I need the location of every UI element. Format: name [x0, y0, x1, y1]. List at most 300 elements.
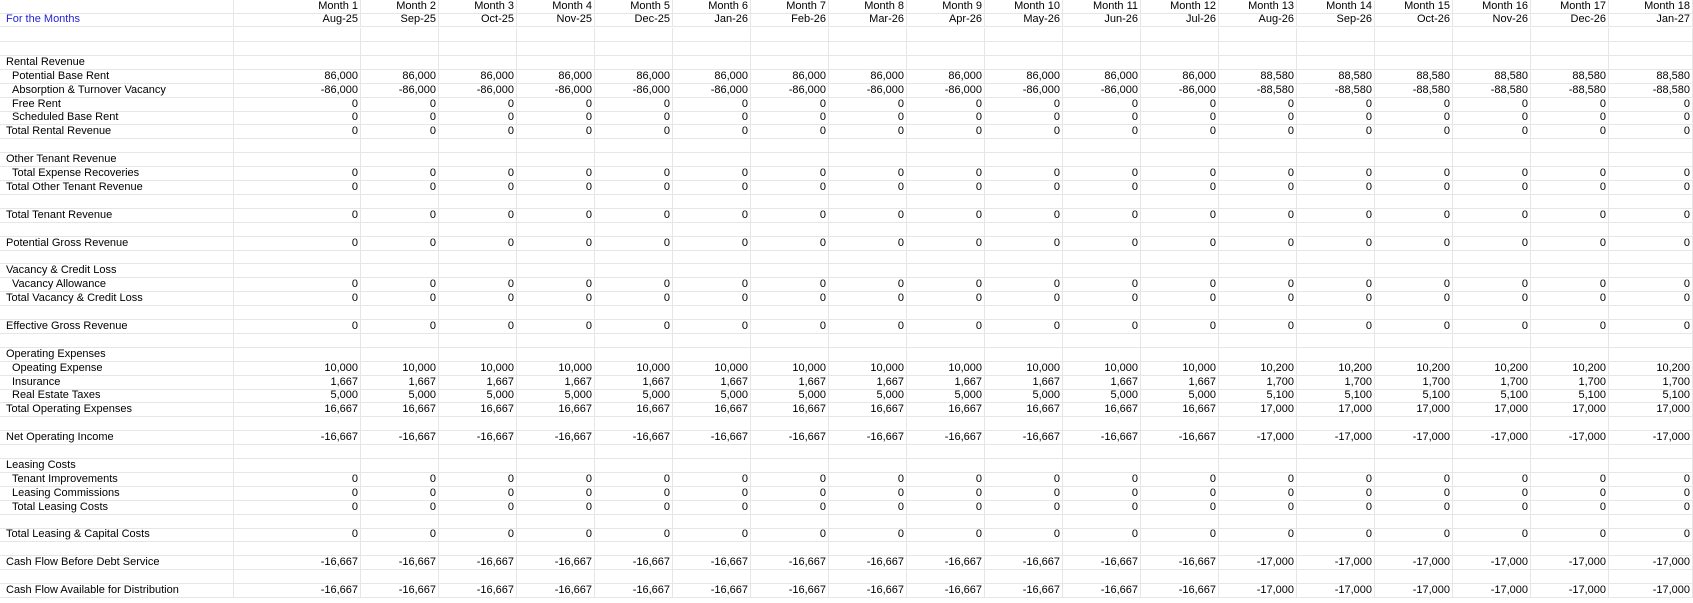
empty-cell[interactable]	[1299, 250, 1375, 264]
empty-cell[interactable]	[1617, 139, 1693, 153]
value-cell[interactable]: 0	[1299, 98, 1375, 112]
empty-cell[interactable]	[1143, 42, 1219, 56]
empty-cell[interactable]	[675, 223, 751, 237]
value-cell[interactable]: 1,700	[1533, 376, 1609, 390]
value-cell[interactable]: 5,000	[285, 389, 361, 403]
row-label[interactable]	[0, 445, 234, 459]
value-cell[interactable]: 0	[519, 209, 595, 223]
empty-cell[interactable]	[1455, 417, 1531, 431]
value-cell[interactable]: 0	[675, 278, 751, 292]
value-cell[interactable]: 0	[1065, 167, 1141, 181]
empty-cell[interactable]	[441, 42, 517, 56]
value-cell[interactable]: -17,000	[1299, 431, 1375, 445]
empty-cell[interactable]	[1377, 306, 1453, 320]
value-cell[interactable]: 0	[1377, 111, 1453, 125]
empty-cell[interactable]	[597, 42, 673, 56]
empty-cell[interactable]	[987, 139, 1063, 153]
empty-cell[interactable]	[909, 42, 985, 56]
value-cell[interactable]: 86,000	[1065, 70, 1141, 84]
row-label[interactable]: Leasing Costs	[0, 459, 234, 473]
value-cell[interactable]: 0	[753, 278, 829, 292]
empty-cell[interactable]	[987, 348, 1063, 362]
value-cell[interactable]: 17,000	[1533, 403, 1609, 417]
empty-cell[interactable]	[519, 334, 595, 348]
value-cell[interactable]: -16,667	[753, 431, 829, 445]
empty-cell[interactable]	[363, 250, 439, 264]
value-cell[interactable]: 0	[363, 167, 439, 181]
value-cell[interactable]: -16,667	[441, 556, 517, 570]
empty-cell[interactable]	[675, 570, 751, 584]
value-cell[interactable]: -16,667	[1065, 584, 1141, 598]
value-cell[interactable]: 0	[1065, 320, 1141, 334]
value-cell[interactable]: 0	[1221, 473, 1297, 487]
value-cell[interactable]: 0	[675, 237, 751, 251]
empty-cell[interactable]	[987, 153, 1063, 167]
empty-cell[interactable]	[909, 195, 985, 209]
empty-cell[interactable]	[831, 417, 907, 431]
value-cell[interactable]: 0	[675, 473, 751, 487]
empty-cell[interactable]	[1065, 56, 1141, 70]
row-label[interactable]: Rental Revenue	[0, 56, 234, 70]
value-cell[interactable]: 1,667	[1143, 376, 1219, 390]
value-cell[interactable]: 0	[753, 320, 829, 334]
value-cell[interactable]: 0	[1221, 237, 1297, 251]
empty-cell[interactable]	[831, 542, 907, 556]
empty-cell[interactable]	[909, 348, 985, 362]
empty-cell[interactable]	[1143, 195, 1219, 209]
value-cell[interactable]: 0	[285, 237, 361, 251]
value-cell[interactable]: 86,000	[987, 70, 1063, 84]
empty-cell[interactable]	[1617, 570, 1693, 584]
value-cell[interactable]: 88,580	[1617, 70, 1693, 84]
value-cell[interactable]: 0	[909, 125, 985, 139]
header-date-7[interactable]: Feb-26	[753, 13, 829, 27]
value-cell[interactable]: 0	[987, 125, 1063, 139]
empty-cell[interactable]	[1533, 195, 1609, 209]
value-cell[interactable]: 5,000	[363, 389, 439, 403]
value-cell[interactable]: 1,667	[363, 376, 439, 390]
row-label[interactable]: Total Leasing & Capital Costs	[0, 528, 234, 542]
empty-cell[interactable]	[1221, 459, 1297, 473]
header-date-17[interactable]: Dec-26	[1533, 13, 1609, 27]
empty-cell[interactable]	[1221, 542, 1297, 556]
empty-cell[interactable]	[363, 570, 439, 584]
value-cell[interactable]: 5,000	[675, 389, 751, 403]
empty-cell[interactable]	[1299, 348, 1375, 362]
empty-cell[interactable]	[1299, 195, 1375, 209]
header-month-5[interactable]: Month 5	[597, 0, 673, 14]
value-cell[interactable]: 0	[363, 501, 439, 515]
value-cell[interactable]: 0	[1299, 111, 1375, 125]
value-cell[interactable]: 0	[441, 167, 517, 181]
value-cell[interactable]: 0	[1455, 320, 1531, 334]
value-cell[interactable]: -16,667	[909, 556, 985, 570]
empty-cell[interactable]	[1299, 139, 1375, 153]
empty-cell[interactable]	[1455, 153, 1531, 167]
empty-cell[interactable]	[1065, 570, 1141, 584]
value-cell[interactable]: 17,000	[1617, 403, 1693, 417]
empty-cell[interactable]	[831, 459, 907, 473]
value-cell[interactable]: 0	[753, 181, 829, 195]
empty-cell[interactable]	[675, 139, 751, 153]
value-cell[interactable]: 0	[597, 237, 673, 251]
empty-cell[interactable]	[441, 417, 517, 431]
empty-cell[interactable]	[363, 42, 439, 56]
empty-cell[interactable]	[285, 28, 361, 42]
empty-cell[interactable]	[1455, 28, 1531, 42]
value-cell[interactable]: 0	[1221, 125, 1297, 139]
value-cell[interactable]: 5,000	[831, 389, 907, 403]
value-cell[interactable]: 0	[1065, 237, 1141, 251]
empty-cell[interactable]	[909, 139, 985, 153]
empty-cell[interactable]	[1299, 153, 1375, 167]
value-cell[interactable]: 0	[909, 181, 985, 195]
empty-cell[interactable]	[1221, 195, 1297, 209]
empty-cell[interactable]	[753, 542, 829, 556]
empty-cell[interactable]	[753, 264, 829, 278]
value-cell[interactable]: 5,100	[1533, 389, 1609, 403]
empty-cell[interactable]	[441, 264, 517, 278]
value-cell[interactable]: 0	[441, 111, 517, 125]
empty-cell[interactable]	[1455, 264, 1531, 278]
empty-cell[interactable]	[909, 542, 985, 556]
row-label[interactable]	[0, 334, 234, 348]
value-cell[interactable]: 5,100	[1455, 389, 1531, 403]
empty-cell[interactable]	[597, 542, 673, 556]
empty-cell[interactable]	[1455, 348, 1531, 362]
value-cell[interactable]: 0	[1455, 111, 1531, 125]
value-cell[interactable]: 0	[831, 473, 907, 487]
empty-cell[interactable]	[1377, 153, 1453, 167]
empty-cell[interactable]	[363, 223, 439, 237]
empty-cell[interactable]	[519, 153, 595, 167]
value-cell[interactable]: -16,667	[831, 556, 907, 570]
value-cell[interactable]: 0	[909, 111, 985, 125]
empty-cell[interactable]	[441, 223, 517, 237]
value-cell[interactable]: 0	[675, 320, 751, 334]
value-cell[interactable]: -16,667	[675, 556, 751, 570]
value-cell[interactable]: 0	[1377, 473, 1453, 487]
value-cell[interactable]: 0	[1377, 487, 1453, 501]
empty-cell[interactable]	[519, 139, 595, 153]
empty-cell[interactable]	[1377, 417, 1453, 431]
value-cell[interactable]: 10,000	[831, 362, 907, 376]
empty-cell[interactable]	[675, 153, 751, 167]
value-cell[interactable]: 1,700	[1455, 376, 1531, 390]
value-cell[interactable]: 0	[753, 528, 829, 542]
empty-cell[interactable]	[597, 334, 673, 348]
value-cell[interactable]: 5,000	[441, 389, 517, 403]
value-cell[interactable]: 0	[1143, 111, 1219, 125]
value-cell[interactable]: -16,667	[441, 431, 517, 445]
value-cell[interactable]: 0	[1221, 167, 1297, 181]
value-cell[interactable]: 0	[909, 473, 985, 487]
value-cell[interactable]: -16,667	[909, 431, 985, 445]
empty-cell[interactable]	[1299, 223, 1375, 237]
empty-cell[interactable]	[987, 334, 1063, 348]
value-cell[interactable]: -16,667	[285, 556, 361, 570]
value-cell[interactable]: 16,667	[1065, 403, 1141, 417]
value-cell[interactable]: 86,000	[285, 70, 361, 84]
value-cell[interactable]: 0	[285, 181, 361, 195]
value-cell[interactable]: -16,667	[987, 556, 1063, 570]
empty-cell[interactable]	[1617, 515, 1693, 529]
empty-cell[interactable]	[285, 42, 361, 56]
empty-cell[interactable]	[285, 445, 361, 459]
value-cell[interactable]: 0	[987, 98, 1063, 112]
value-cell[interactable]: 0	[1221, 278, 1297, 292]
row-label[interactable]	[0, 570, 234, 584]
empty-cell[interactable]	[909, 250, 985, 264]
empty-cell[interactable]	[1299, 334, 1375, 348]
empty-cell[interactable]	[285, 570, 361, 584]
empty-cell[interactable]	[1533, 515, 1609, 529]
value-cell[interactable]: 16,667	[675, 403, 751, 417]
value-cell[interactable]: 0	[909, 501, 985, 515]
empty-cell[interactable]	[1377, 139, 1453, 153]
empty-cell[interactable]	[519, 223, 595, 237]
value-cell[interactable]: 0	[909, 167, 985, 181]
empty-cell[interactable]	[285, 542, 361, 556]
empty-cell[interactable]	[285, 334, 361, 348]
empty-cell[interactable]	[597, 223, 673, 237]
value-cell[interactable]: 0	[1299, 487, 1375, 501]
value-cell[interactable]: -16,667	[519, 431, 595, 445]
empty-cell[interactable]	[285, 459, 361, 473]
header-month-18[interactable]: Month 18	[1617, 0, 1693, 14]
value-cell[interactable]: 0	[753, 292, 829, 306]
value-cell[interactable]: 0	[1617, 237, 1693, 251]
row-label[interactable]: Net Operating Income	[0, 431, 234, 445]
value-cell[interactable]: 0	[441, 501, 517, 515]
value-cell[interactable]: -17,000	[1617, 556, 1693, 570]
value-cell[interactable]: 0	[1455, 292, 1531, 306]
value-cell[interactable]: 0	[441, 292, 517, 306]
empty-cell[interactable]	[597, 250, 673, 264]
row-label[interactable]: Effective Gross Revenue	[0, 320, 234, 334]
empty-cell[interactable]	[1065, 459, 1141, 473]
empty-cell[interactable]	[363, 195, 439, 209]
value-cell[interactable]: 0	[675, 209, 751, 223]
value-cell[interactable]: 0	[831, 167, 907, 181]
value-cell[interactable]: 0	[1455, 181, 1531, 195]
value-cell[interactable]: 16,667	[987, 403, 1063, 417]
value-cell[interactable]: 5,000	[597, 389, 673, 403]
empty-cell[interactable]	[1299, 459, 1375, 473]
empty-cell[interactable]	[1617, 153, 1693, 167]
empty-cell[interactable]	[831, 264, 907, 278]
value-cell[interactable]: -16,667	[831, 584, 907, 598]
value-cell[interactable]: -16,667	[675, 431, 751, 445]
value-cell[interactable]: 0	[285, 209, 361, 223]
value-cell[interactable]: 1,700	[1221, 376, 1297, 390]
empty-cell[interactable]	[1143, 28, 1219, 42]
empty-cell[interactable]	[909, 459, 985, 473]
empty-cell[interactable]	[1533, 56, 1609, 70]
value-cell[interactable]: 16,667	[597, 403, 673, 417]
empty-cell[interactable]	[1455, 306, 1531, 320]
value-cell[interactable]: 0	[363, 473, 439, 487]
empty-cell[interactable]	[597, 459, 673, 473]
empty-cell[interactable]	[987, 542, 1063, 556]
value-cell[interactable]: 0	[675, 125, 751, 139]
value-cell[interactable]: 0	[1143, 98, 1219, 112]
empty-cell[interactable]	[1533, 459, 1609, 473]
value-cell[interactable]: -17,000	[1455, 556, 1531, 570]
empty-cell[interactable]	[441, 459, 517, 473]
value-cell[interactable]: 0	[909, 487, 985, 501]
value-cell[interactable]: 0	[1377, 320, 1453, 334]
empty-cell[interactable]	[1065, 223, 1141, 237]
value-cell[interactable]: 1,667	[675, 376, 751, 390]
empty-cell[interactable]	[1377, 223, 1453, 237]
value-cell[interactable]: 0	[753, 111, 829, 125]
empty-cell[interactable]	[1221, 153, 1297, 167]
empty-cell[interactable]	[753, 56, 829, 70]
value-cell[interactable]: 0	[1143, 320, 1219, 334]
value-cell[interactable]: 0	[753, 125, 829, 139]
empty-cell[interactable]	[1377, 28, 1453, 42]
value-cell[interactable]: 5,000	[753, 389, 829, 403]
value-cell[interactable]: 0	[1533, 501, 1609, 515]
value-cell[interactable]: 0	[987, 528, 1063, 542]
empty-cell[interactable]	[519, 348, 595, 362]
empty-cell[interactable]	[1143, 445, 1219, 459]
header-date-13[interactable]: Aug-26	[1221, 13, 1297, 27]
value-cell[interactable]: 0	[909, 278, 985, 292]
value-cell[interactable]: 0	[1065, 473, 1141, 487]
header-month-1[interactable]: Month 1	[285, 0, 361, 14]
value-cell[interactable]: -86,000	[675, 84, 751, 98]
header-date-15[interactable]: Oct-26	[1377, 13, 1453, 27]
value-cell[interactable]: -16,667	[1143, 431, 1219, 445]
empty-cell[interactable]	[1221, 348, 1297, 362]
empty-cell[interactable]	[1455, 195, 1531, 209]
value-cell[interactable]: -88,580	[1617, 84, 1693, 98]
empty-cell[interactable]	[753, 28, 829, 42]
empty-cell[interactable]	[1617, 306, 1693, 320]
value-cell[interactable]: 0	[1143, 528, 1219, 542]
value-cell[interactable]: 0	[1143, 292, 1219, 306]
value-cell[interactable]: 0	[1299, 320, 1375, 334]
empty-cell[interactable]	[1143, 515, 1219, 529]
value-cell[interactable]: -16,667	[987, 431, 1063, 445]
empty-cell[interactable]	[1299, 42, 1375, 56]
empty-cell[interactable]	[1065, 139, 1141, 153]
value-cell[interactable]: 5,000	[909, 389, 985, 403]
value-cell[interactable]: 5,100	[1299, 389, 1375, 403]
value-cell[interactable]: 0	[1143, 487, 1219, 501]
empty-cell[interactable]	[987, 445, 1063, 459]
empty-cell[interactable]	[1617, 264, 1693, 278]
empty-cell[interactable]	[519, 28, 595, 42]
value-cell[interactable]: 86,000	[363, 70, 439, 84]
empty-cell[interactable]	[363, 28, 439, 42]
value-cell[interactable]: -16,667	[285, 431, 361, 445]
value-cell[interactable]: 1,667	[597, 376, 673, 390]
value-cell[interactable]: -86,000	[909, 84, 985, 98]
value-cell[interactable]: 0	[519, 487, 595, 501]
value-cell[interactable]: 0	[1143, 167, 1219, 181]
value-cell[interactable]: 0	[1455, 528, 1531, 542]
empty-cell[interactable]	[441, 445, 517, 459]
empty-cell[interactable]	[597, 153, 673, 167]
value-cell[interactable]: 0	[1617, 181, 1693, 195]
empty-cell[interactable]	[1143, 348, 1219, 362]
row-label[interactable]	[0, 195, 234, 209]
row-label[interactable]: Real Estate Taxes	[0, 389, 234, 403]
empty-cell[interactable]	[1143, 459, 1219, 473]
empty-cell[interactable]	[831, 139, 907, 153]
empty-cell[interactable]	[1221, 42, 1297, 56]
value-cell[interactable]: 0	[1221, 181, 1297, 195]
value-cell[interactable]: 0	[597, 473, 673, 487]
value-cell[interactable]: 0	[441, 473, 517, 487]
value-cell[interactable]: 88,580	[1299, 70, 1375, 84]
value-cell[interactable]: 0	[1533, 209, 1609, 223]
value-cell[interactable]: -86,000	[831, 84, 907, 98]
empty-cell[interactable]	[987, 42, 1063, 56]
value-cell[interactable]: 0	[987, 111, 1063, 125]
empty-cell[interactable]	[363, 56, 439, 70]
row-label[interactable]: Total Operating Expenses	[0, 403, 234, 417]
value-cell[interactable]: 0	[1455, 473, 1531, 487]
value-cell[interactable]: 0	[987, 167, 1063, 181]
header-month-8[interactable]: Month 8	[831, 0, 907, 14]
empty-cell[interactable]	[1377, 56, 1453, 70]
value-cell[interactable]: -86,000	[363, 84, 439, 98]
empty-cell[interactable]	[831, 306, 907, 320]
empty-cell[interactable]	[519, 570, 595, 584]
value-cell[interactable]: 0	[1299, 209, 1375, 223]
value-cell[interactable]: 0	[987, 501, 1063, 515]
empty-cell[interactable]	[1065, 42, 1141, 56]
empty-cell[interactable]	[675, 417, 751, 431]
empty-cell[interactable]	[675, 445, 751, 459]
value-cell[interactable]: -16,667	[753, 556, 829, 570]
value-cell[interactable]: -86,000	[1143, 84, 1219, 98]
empty-cell[interactable]	[753, 42, 829, 56]
row-label[interactable]	[0, 223, 234, 237]
empty-cell[interactable]	[1377, 348, 1453, 362]
empty-cell[interactable]	[1617, 542, 1693, 556]
value-cell[interactable]: -86,000	[1065, 84, 1141, 98]
value-cell[interactable]: -16,667	[1143, 584, 1219, 598]
value-cell[interactable]: 0	[1065, 487, 1141, 501]
row-label[interactable]	[0, 515, 234, 529]
empty-cell[interactable]	[753, 459, 829, 473]
empty-cell[interactable]	[519, 515, 595, 529]
value-cell[interactable]: -16,667	[597, 431, 673, 445]
empty-cell[interactable]	[1533, 223, 1609, 237]
value-cell[interactable]: 0	[1143, 278, 1219, 292]
header-month-3[interactable]: Month 3	[441, 0, 517, 14]
value-cell[interactable]: 86,000	[441, 70, 517, 84]
empty-cell[interactable]	[597, 28, 673, 42]
value-cell[interactable]: 16,667	[753, 403, 829, 417]
empty-cell[interactable]	[987, 264, 1063, 278]
value-cell[interactable]: 0	[1455, 501, 1531, 515]
value-cell[interactable]: 10,200	[1299, 362, 1375, 376]
header-month-14[interactable]: Month 14	[1299, 0, 1375, 14]
value-cell[interactable]: 1,667	[519, 376, 595, 390]
empty-cell[interactable]	[1065, 195, 1141, 209]
row-label[interactable]: Potential Base Rent	[0, 70, 234, 84]
value-cell[interactable]: -88,580	[1377, 84, 1453, 98]
empty-cell[interactable]	[519, 542, 595, 556]
value-cell[interactable]: 0	[285, 528, 361, 542]
value-cell[interactable]: 0	[441, 209, 517, 223]
